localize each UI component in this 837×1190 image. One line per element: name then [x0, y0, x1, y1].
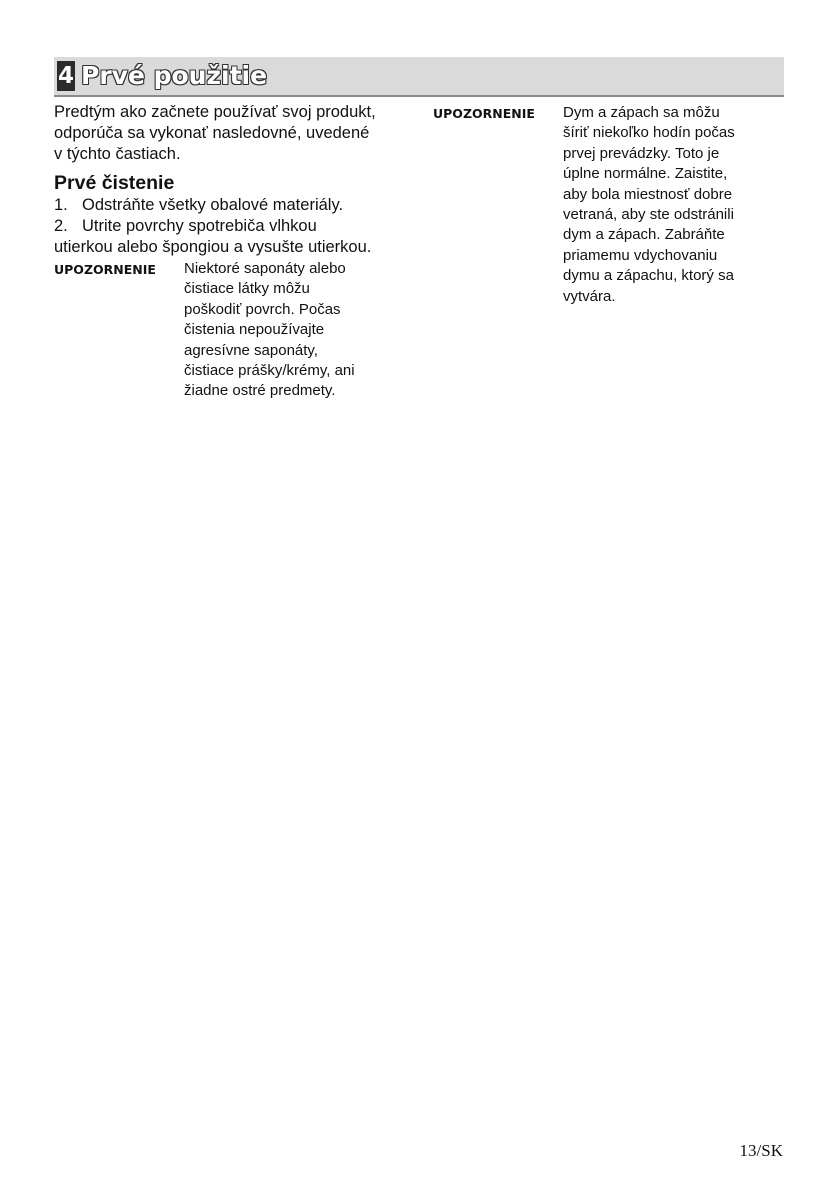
warning-text	[184, 259, 414, 402]
chapter-title: Prvé použitie	[81, 61, 268, 90]
right-column	[433, 102, 785, 307]
step-number: 2.	[54, 217, 68, 235]
cleaning-warning	[54, 259, 414, 402]
warning-line: dymu a zápachu, ktorý sa	[563, 267, 734, 285]
warning-line: čistiace prášky/krémy, ani	[184, 362, 355, 380]
step-item	[54, 216, 414, 237]
step-item	[54, 195, 414, 216]
warning-line: čistiace látky môžu	[184, 280, 310, 298]
warning-line: čistenia nepoužívajte	[184, 321, 325, 339]
intro-line: odporúča sa vykonať nasledovné, uvedené	[54, 124, 370, 142]
warning-line: dym a zápach. Zabráňte	[563, 226, 725, 244]
page-number: 13/SK	[739, 1141, 783, 1160]
warning-text	[563, 103, 785, 307]
intro-line: Predtým ako začnete používať svoj produkt,	[54, 103, 376, 121]
step-number: 1.	[54, 196, 68, 214]
warning-label: UPOZORNENIE	[433, 106, 535, 121]
warning-line: agresívne saponáty,	[184, 341, 318, 359]
section-heading-first-cleaning: Prvé čistenie	[54, 172, 175, 194]
chapter-header	[54, 57, 784, 97]
warning-line: priamemu vdychovaniu	[563, 246, 718, 264]
step-continuation: utierkou alebo špongiou a vysušte utierkou.	[54, 238, 372, 256]
warning-line: šíriť niekoľko hodín počas	[563, 124, 735, 142]
warning-line: Niektoré saponáty alebo	[184, 260, 346, 277]
chapter-number-badge: 4	[57, 63, 74, 89]
warning-label: UPOZORNENIE	[54, 262, 156, 277]
intro-paragraph	[54, 102, 414, 165]
warning-line: Dym a zápach sa môžu	[563, 104, 720, 121]
intro-line: v týchto častiach.	[54, 145, 181, 163]
warning-line: prvej prevádzky. Toto je	[563, 144, 720, 162]
left-column	[54, 102, 414, 402]
warning-line: vytvára.	[563, 287, 616, 305]
step-text: Utrite povrchy spotrebiča vlhkou	[82, 217, 317, 235]
smoke-warning	[433, 103, 785, 307]
warning-line: poškodiť povrch. Počas	[184, 300, 341, 318]
warning-line: žiadne ostré predmety.	[184, 382, 336, 400]
step-text: Odstráňte všetky obalové materiály.	[82, 196, 344, 214]
warning-line: úplne normálne. Zaistite,	[563, 165, 728, 183]
warning-line: vetraná, aby ste odstránili	[563, 206, 734, 224]
warning-line: aby bola miestnosť dobre	[563, 185, 733, 203]
